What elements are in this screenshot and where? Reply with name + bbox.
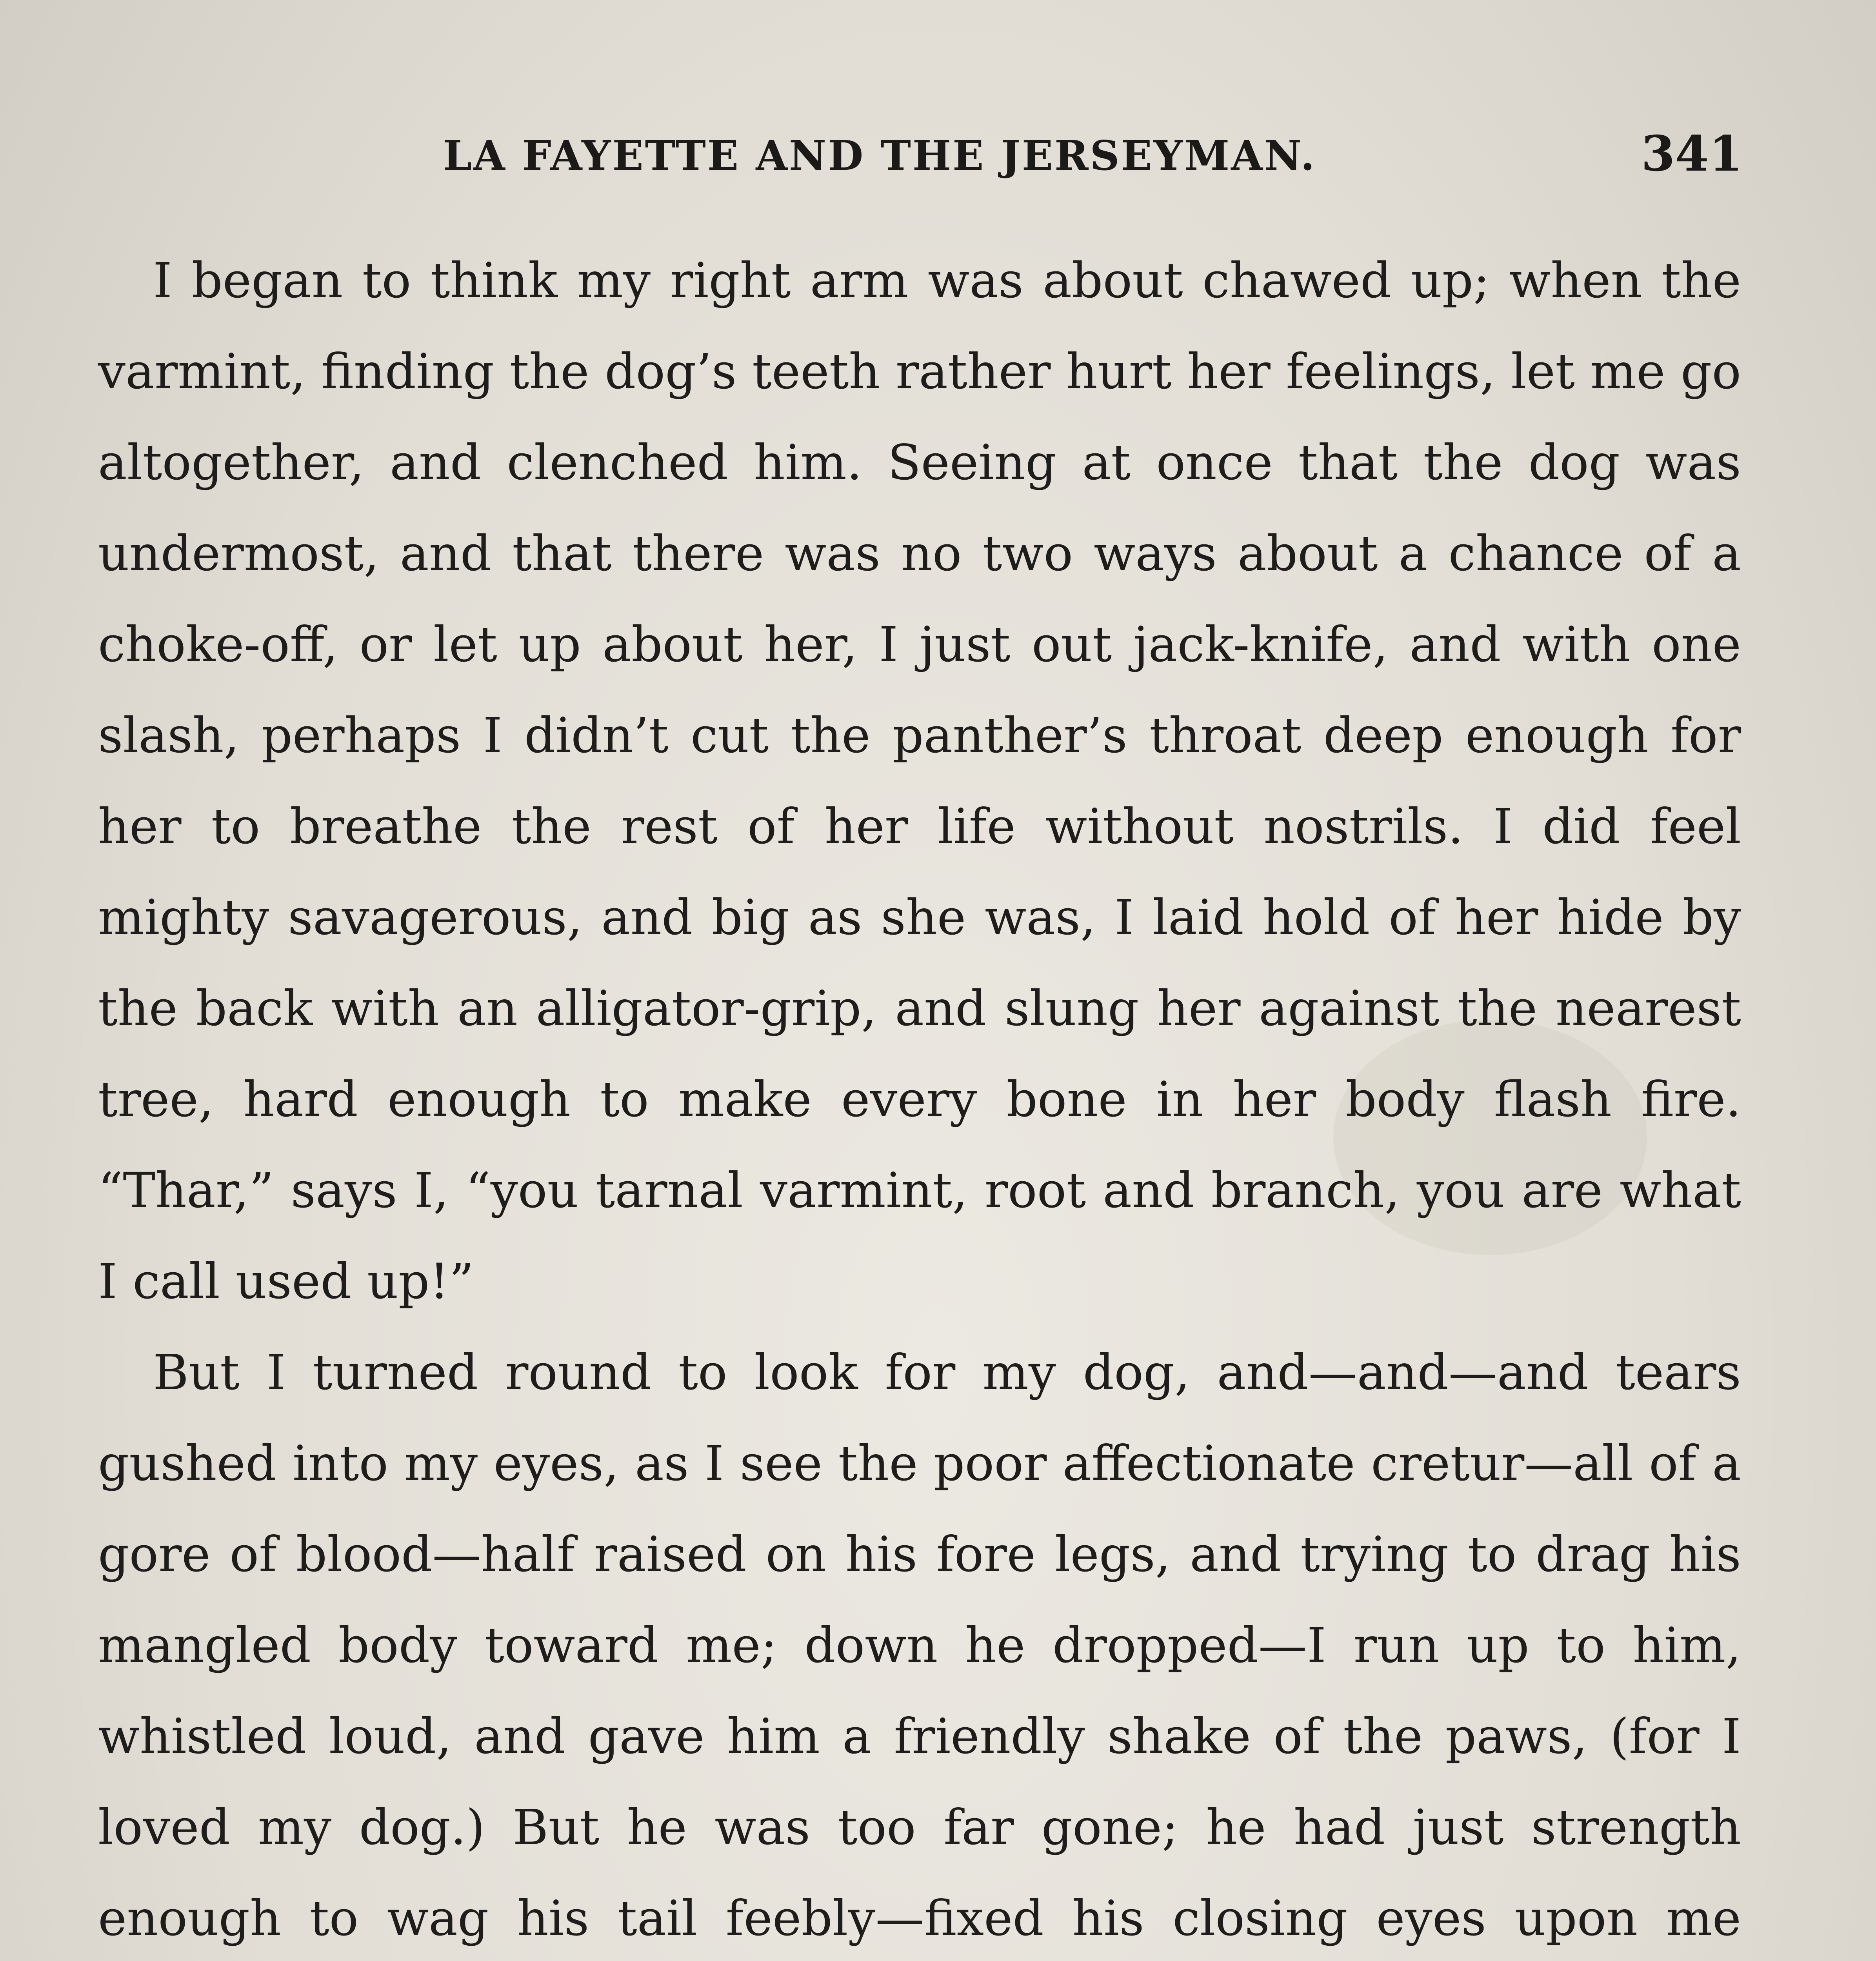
paragraph: But I turned round to look for my dog, and—and—and tears gushed into my eyes, as I see the poor affectionate cretur—all of a gore of blood—half raised on his fore legs, and trying to drag his mangled body toward me; down he dropped—I run up to him, whistled loud, and gave him a friendly shake of the paws, (for I loved my dog.) But he was too far gone; he had just strength enough to wag his tail feebly—fixed his closing eyes upon me [98,1344,1741,1947]
page-number: 341 [1641,126,1743,182]
paragraph: I began to think my right arm was about chawed up; when the varmint, finding the dog’s teeth rather hurt her feelings, let me go altogether, and clenched him. Seeing at once that the dog was undermost, and that there was no two ways about a chance of a choke-off, or let up about her, I just out jack-knife, and with one slash, perhaps I didn’t cut the panther’s throat deep enough for her to breathe the rest of her life without nostrils. I did feel mighty savagerous, and big as she was, I laid hold of her hide by the back with an alligator-grip, and slung her against the nearest tree, hard enough to make every bone in her body flash fire. “Thar,” says I, “you tarnal varmint, root and branch, you are what I call used up!” [98,253,1741,1310]
running-head: LA FAYETTE AND THE JERSEYMAN. [443,131,1316,180]
story-ending [98,235,1741,1961]
